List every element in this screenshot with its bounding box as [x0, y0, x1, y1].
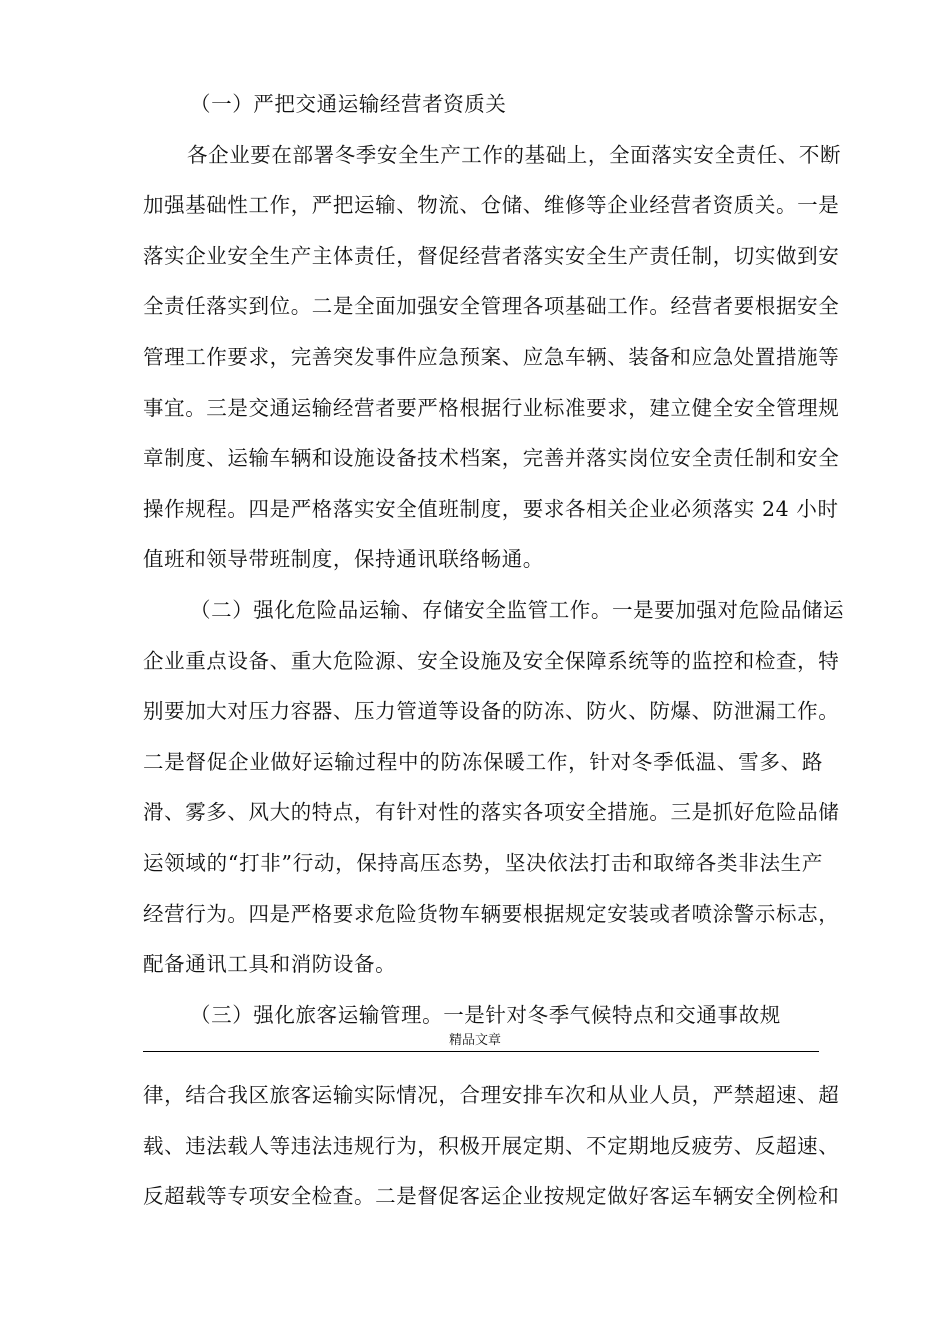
text-line: 滑、雾多、风大的特点，有针对性的落实各项安全措施。三是抓好危险品储 — [143, 800, 840, 825]
text-line: 二是督促企业做好运输过程中的防冻保暖工作，针对冬季低温、雪多、路 — [143, 749, 823, 774]
text-line: 各企业要在部署冬季安全生产工作的基础上，全面落实安全责任、不断 — [187, 142, 842, 167]
text-line: 经营行为。四是严格要求危险货物车辆要根据规定安装或者喷涂警示标志， — [143, 901, 840, 926]
text-line: 操作规程。四是严格落实安全值班制度，要求各相关企业必须落实 24 小时 — [143, 496, 839, 521]
text-line: 值班和领导带班制度，保持通讯联络畅通。 — [143, 547, 544, 572]
text-line: 管理工作要求，完善突发事件应急预案、应急车辆、装备和应急处置措施等 — [143, 345, 840, 369]
text-line: 事宜。三是交通运输经营者要严格根据行业标准要求，建立健全安全管理规 — [143, 395, 840, 420]
footer-divider — [143, 1051, 819, 1052]
text-line: 配备通讯工具和消防设备。 — [143, 952, 397, 977]
text-line: 运领域的“打非”行动，保持高压态势，坚决依法打击和取缔各类非法生产 — [143, 851, 823, 875]
text-line: 律，结合我区旅客运输实际情况，合理安排车次和从业人员，严禁超速、超 — [143, 1083, 840, 1107]
text-line: 载、违法载人等违法违规行为，积极开展定期、不定期地反疲劳、反超速、 — [143, 1133, 840, 1158]
text-line: 章制度、运输车辆和设施设备技术档案，完善并落实岗位安全责任制和安全 — [143, 446, 840, 471]
text-line: （一）严把交通运输经营者资质关 — [190, 92, 507, 116]
text-line: （三）强化旅客运输管理。一是针对冬季气候特点和交通事故规 — [190, 1002, 781, 1027]
text-line: 落实企业安全生产主体责任，督促经营者落实安全生产责任制，切实做到安 — [143, 243, 840, 268]
text-line: 反超载等专项安全检查。二是督促客运企业按规定做好客运车辆安全例检和 — [143, 1184, 840, 1208]
text-line: 全责任落实到位。二是全面加强安全管理各项基础工作。经营者要根据安全 — [143, 294, 840, 319]
text-line: 别要加大对压力容器、压力管道等设备的防冻、防火、防爆、防泄漏工作。 — [143, 699, 840, 724]
text-line: 加强基础性工作，严把运输、物流、仓储、维修等企业经营者资质关。一是 — [143, 193, 840, 218]
text-line: （二）强化危险品运输、存储安全监管工作。一是要加强对危险品储运 — [190, 598, 845, 622]
page-footer-label: 精品文章 — [448, 1033, 501, 1048]
text-line: 企业重点设备、重大危险源、安全设施及安全保障系统等的监控和检查，特 — [143, 648, 840, 673]
